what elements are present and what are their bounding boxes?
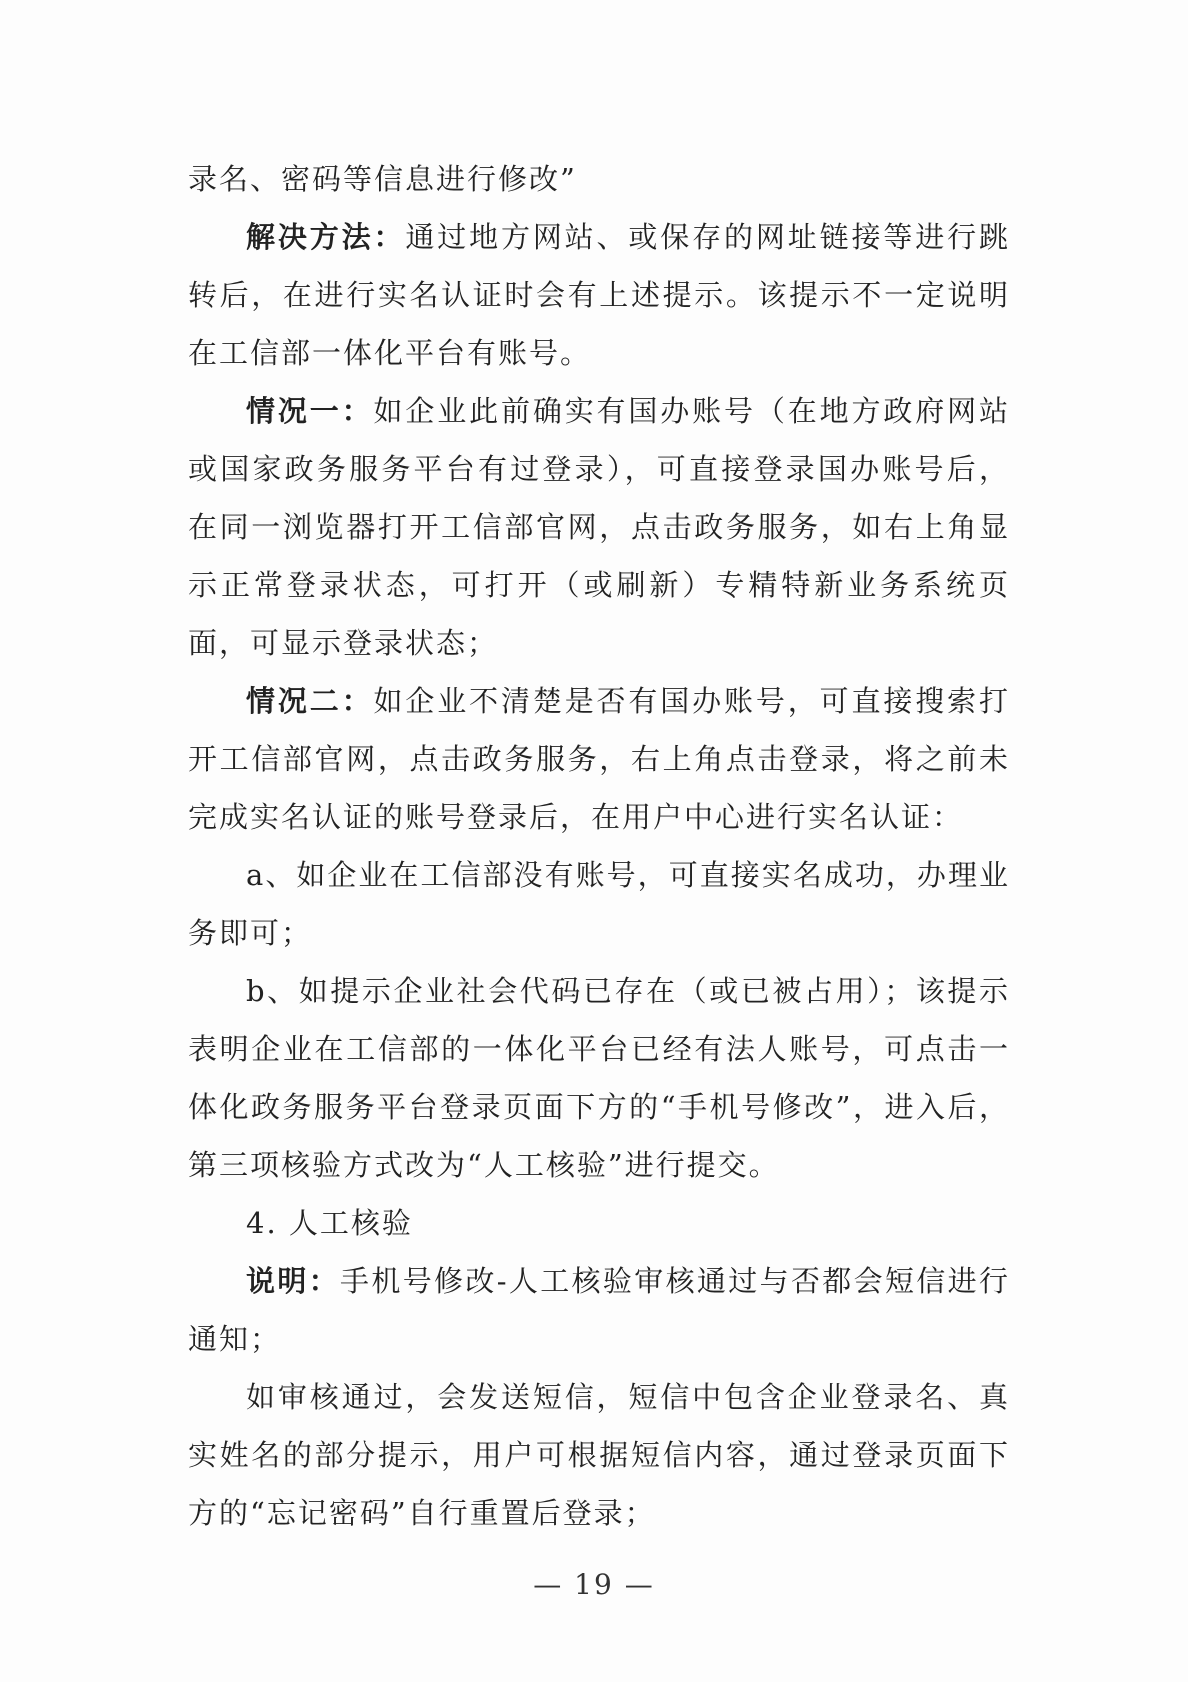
paragraph-text: 录名、密码等信息进行修改” bbox=[188, 162, 577, 196]
paragraph-approved bbox=[188, 1368, 1010, 1542]
paragraph-text: 如审核通过，会发送短信，短信中包含企业登录名、真实姓名的部分提示，用户可根据短信内容，通过登录页面下方的“忘记密码”自行重置后登录； bbox=[188, 1380, 1010, 1530]
paragraph-text: a、如企业在工信部没有账号，可直接实名成功，办理业务即可； bbox=[188, 858, 1010, 950]
paragraph-text: 通过地方网站、或保存的网址链接等进行跳转后，在进行实名认证时会有上述提示。该提示不一定说明在工信部一体化平台有账号。 bbox=[188, 220, 1010, 370]
paragraph-item-a bbox=[188, 846, 1010, 962]
paragraph-case-two bbox=[188, 672, 1010, 846]
paragraph-item-b bbox=[188, 962, 1010, 1194]
paragraph-text: 手机号修改-人工核验审核通过与否都会短信进行通知； bbox=[188, 1264, 1010, 1356]
paragraph-text: 如企业不清楚是否有国办账号，可直接搜索打开工信部官网，点击政务服务，右上角点击登录，将之前未完成实名认证的账号登录后，在用户中心进行实名认证： bbox=[188, 684, 1010, 834]
paragraph-text: 如企业此前确实有国办账号（在地方政府网站或国家政务服务平台有过登录），可直接登录国办账号后，在同一浏览器打开工信部官网，点击政务服务，如右上角显示正常登录状态，可打开（或刷新）专精特新业务系统页面，可显示登录状态； bbox=[188, 394, 1010, 660]
case-one-label: 情况一： bbox=[246, 394, 374, 428]
paragraph-case-one bbox=[188, 382, 1010, 672]
solution-label: 解决方法： bbox=[246, 220, 406, 254]
document-body bbox=[188, 150, 1010, 1542]
section-heading-manual-verification bbox=[188, 1194, 1010, 1252]
paragraph-continuation bbox=[188, 150, 1010, 208]
paragraph-solution bbox=[188, 208, 1010, 382]
case-two-label: 情况二： bbox=[246, 684, 374, 718]
section-heading-text: 4. 人工核验 bbox=[246, 1206, 413, 1240]
page-number: — 19 — bbox=[533, 1568, 655, 1601]
explanation-label: 说明： bbox=[246, 1264, 341, 1298]
paragraph-text: b、如提示企业社会代码已存在（或已被占用）；该提示表明企业在工信部的一体化平台已经有法人账号，可点击一体化政务服务平台登录页面下方的“手机号修改”，进入后，第三项核验方式改为“人工核验”进行提交。 bbox=[188, 974, 1010, 1182]
paragraph-explanation bbox=[188, 1252, 1010, 1368]
